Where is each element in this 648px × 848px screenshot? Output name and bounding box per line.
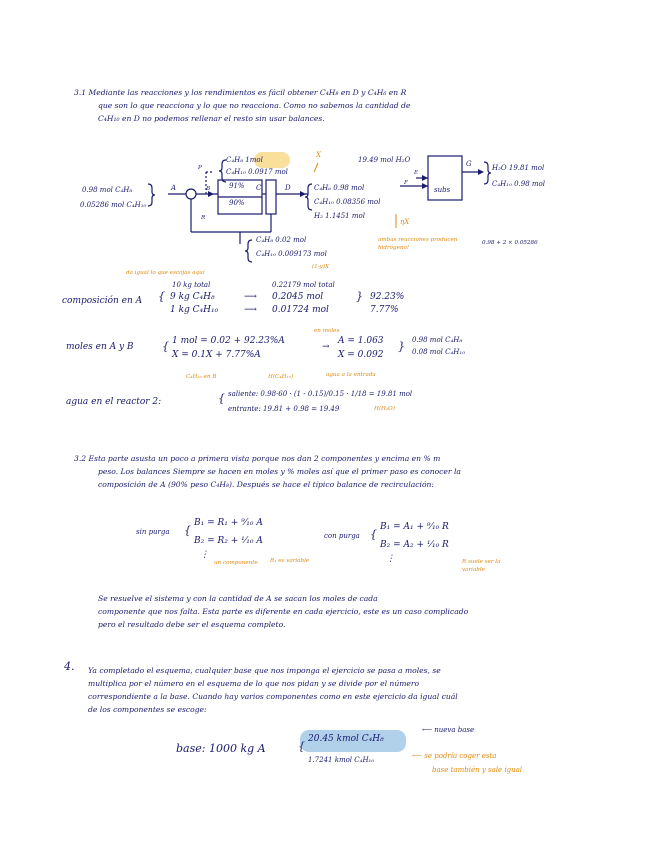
stream-f-tag: F: [404, 180, 408, 186]
composition-row1-mid: 0.2045 mol: [272, 292, 324, 302]
con-purga-dots: ⋮: [386, 554, 395, 564]
sum-note: 0.98 + 2 × 0.05286: [482, 240, 538, 246]
recycle-note: (1-y)X: [312, 264, 329, 270]
stream-e-tag: E: [414, 170, 419, 176]
stream-d-c4h10: C₄H₁₀ 0.08356 mol: [314, 198, 381, 206]
text-line-2: componente que nos falta. Esta parte es diferente en cada ejercicio, este es un caso complicado: [98, 607, 469, 616]
base-brace: {: [298, 740, 305, 753]
feed-c4h8-label: 0.98 mol C₄H₈: [82, 186, 133, 194]
composition-total: 0.22179 mol total: [272, 281, 335, 289]
nueva-base-note: [422, 726, 474, 734]
sin-purga-note-2: R₁ es variable: [270, 558, 310, 564]
water-feed-label: 19.49 mol H₂O: [358, 156, 411, 164]
composition-row2-left: 1 kg C₄H₁₀: [170, 305, 219, 315]
moles-eq-2: X = 0.1X + 7.77%A: [172, 350, 261, 360]
mixer-node: [186, 189, 196, 199]
section-4-paragraph: [88, 664, 458, 716]
stream-d-h2: H₂ 1.1451 mol: [314, 212, 365, 220]
section-4-number: 4.: [64, 660, 75, 673]
composition-row2-right: 7.77%: [370, 305, 399, 315]
stream-g-tag: G: [466, 160, 472, 168]
composition-row1-right: 92.23%: [370, 292, 405, 302]
alt-base-note-2: base también y sale igual: [432, 766, 523, 774]
text-line-2: peso. Los balances Siempre se hacen en moles y % moles así que el primer paso es conocer la: [98, 467, 461, 476]
stream-a-tag: A: [171, 184, 177, 192]
note-c4h10-b: C₄H₁₀ en B: [186, 374, 217, 380]
note-agua-entrada: agua a la entrada: [326, 372, 376, 378]
text-line-2: que son lo que reacciona y lo que no reacciona. Como no sabemos la cantidad de: [98, 101, 411, 110]
hydrogen-note: ambas reacciones producen hidrógeno!: [378, 237, 458, 251]
stream-p-tag: P: [198, 165, 202, 171]
moles-eq-1: 1 mol = 0.02 + 92.23%A: [172, 336, 285, 346]
stream-b-tag: B: [206, 186, 211, 192]
text-line-3: pero el resultado debe ser el esquema completo.: [98, 620, 286, 629]
top-stream-c4h8: C₄H₈ 1mol: [226, 156, 263, 164]
arrow-left-icon: ⟵: [422, 726, 435, 734]
separator-box: [266, 180, 276, 214]
composition-label: composición en A: [62, 296, 143, 306]
brace-left: {: [158, 290, 165, 303]
moles-sol-1: A = 1.063: [338, 336, 384, 346]
reactor-yield-1: 91%: [229, 182, 245, 190]
text-line-1: Se resuelve el sistema y con la cantidad de A se sacan los moles de cada: [98, 594, 378, 603]
stream-d-c4h6: C₄H₆ 0.98 mol: [314, 184, 365, 192]
con-purga-eq-1: B₁ = A₁ + ⁹⁄₁₀ R: [380, 522, 449, 532]
text-line-1: Esta parte asusta un poco a primera vista porque nos dan 2 componentes y encima en % m: [88, 454, 441, 463]
moles-label: moles en A y B: [66, 342, 134, 352]
con-purga-brace: {: [370, 528, 377, 541]
en-moles-note: en moles: [314, 328, 340, 334]
agua-entrante: entrante: 19.81 + 0.98 = 19.49: [228, 405, 340, 413]
section-3-2-paragraph: [74, 452, 461, 491]
section-3-2-number: 3.2: [74, 454, 87, 463]
arrow-2: ⟶: [244, 305, 257, 315]
sin-purga-brace: {: [184, 524, 191, 537]
sin-purga-dots: ⋮: [200, 550, 209, 560]
text-line-3: C₄H₁₀ en D no podemos rellenar el resto sin usar balances.: [98, 114, 325, 123]
text-line-2: multiplica por el número en el esquema de lo que nos pidan y se divide por el número: [88, 679, 420, 688]
agua-label: agua en el reactor 2:: [66, 397, 162, 407]
recycle-c4h8: C₄H₈ 0.02 mol: [256, 236, 307, 244]
unknown-x-mark: X: [316, 151, 321, 159]
out-water: H₂O 19.81 mol: [492, 164, 545, 172]
recycle-c4h10: C₄H₁₀ 0.009173 mol: [256, 250, 327, 258]
composition-note: da igual lo que escojas aquí: [126, 270, 205, 276]
agua-note: H(H₂O): [374, 406, 395, 412]
text-line: [74, 452, 461, 465]
text-line-1: Mediante las reacciones y los rendimientos es fácil obtener C₄H₈ en D y C₄H₆ en R: [88, 88, 407, 97]
con-purga-label: con purga: [324, 532, 360, 540]
section-3-2b-paragraph: [98, 592, 468, 631]
eta-x-note: ηX: [400, 218, 410, 226]
text-line-3: correspondiente a la base. Cuando hay varios componentes como en este ejercicio da igual cuál: [88, 692, 458, 701]
text-line-4: de los componentes se escoge:: [88, 705, 207, 714]
base-label: base: 1000 kg A: [176, 742, 266, 755]
composition-row2-mid: 0.01724 mol: [272, 305, 329, 315]
arrow-1: ⟶: [244, 292, 257, 302]
out-c4h10: C₄H₁₀ 0.98 mol: [492, 180, 546, 188]
composition-base: 10 kg total: [172, 281, 211, 289]
stream-r-tag: R: [201, 215, 206, 221]
agua-saliente: saliente: 0.98·60 · (1 - 0.15)/0.15 · 1/18 = 19.81 mol: [228, 390, 413, 398]
moles-brace-right: }: [398, 340, 405, 353]
alt-base-note: [412, 752, 496, 760]
text-line-3: composición de A (90% peso C₄H₈). Después se hace el típico balance de recirculación:: [98, 480, 434, 489]
feed-c4h10-label: 0.05286 mol C₄H₁₀: [80, 201, 147, 209]
stream-c-tag: C: [256, 184, 262, 192]
sin-purga-note: un componente: [214, 560, 258, 566]
con-purga-note: R suele ser la variable: [462, 559, 501, 573]
top-stream-c4h10: C₄H₁₀ 0.0917 mol: [226, 168, 288, 176]
nueva-base-text: nueva base: [434, 726, 475, 734]
base-c4h10: 1.7241 kmol C₄H₁₀: [308, 756, 375, 764]
arrow-left-icon: ⟵: [412, 752, 425, 760]
con-purga-eq-2: B₂ = A₂ + ¹⁄₁₀ R: [380, 540, 449, 550]
alt-base-note-1: se podría coger esta: [424, 752, 497, 760]
agua-brace: {: [218, 392, 225, 405]
stream-d-tag: D: [285, 184, 291, 192]
moles-brace: {: [162, 340, 169, 353]
sin-purga-label: sin purga: [136, 528, 170, 536]
reactor-yield-2: 90%: [229, 199, 245, 207]
sin-purga-eq-1: B₁ = R₁ + ⁹⁄₁₀ A: [194, 518, 263, 528]
brace-right: }: [356, 290, 363, 303]
note-h-c4h10: H(C₄H₁₀): [268, 374, 294, 380]
section-3-1-number: 3.1: [74, 88, 87, 97]
text-line-1: Ya completado el esquema, cualquier base que nos imponga el ejercicio se pasa a moles, se: [88, 666, 441, 675]
base-c4h8: 20.45 kmol C₄H₈: [308, 734, 384, 744]
moles-res-2: 0.08 mol C₄H₁₀: [412, 348, 466, 356]
sin-purga-eq-2: B₂ = R₂ + ¹⁄₁₀ A: [194, 536, 263, 546]
separator-label: subs: [434, 186, 451, 194]
moles-res-1: 0.98 mol C₄H₈: [412, 336, 463, 344]
composition-row1-left: 9 kg C₄H₈: [170, 292, 215, 302]
moles-sol-2: X = 0.092: [338, 350, 384, 360]
moles-arrow: →: [322, 342, 330, 352]
